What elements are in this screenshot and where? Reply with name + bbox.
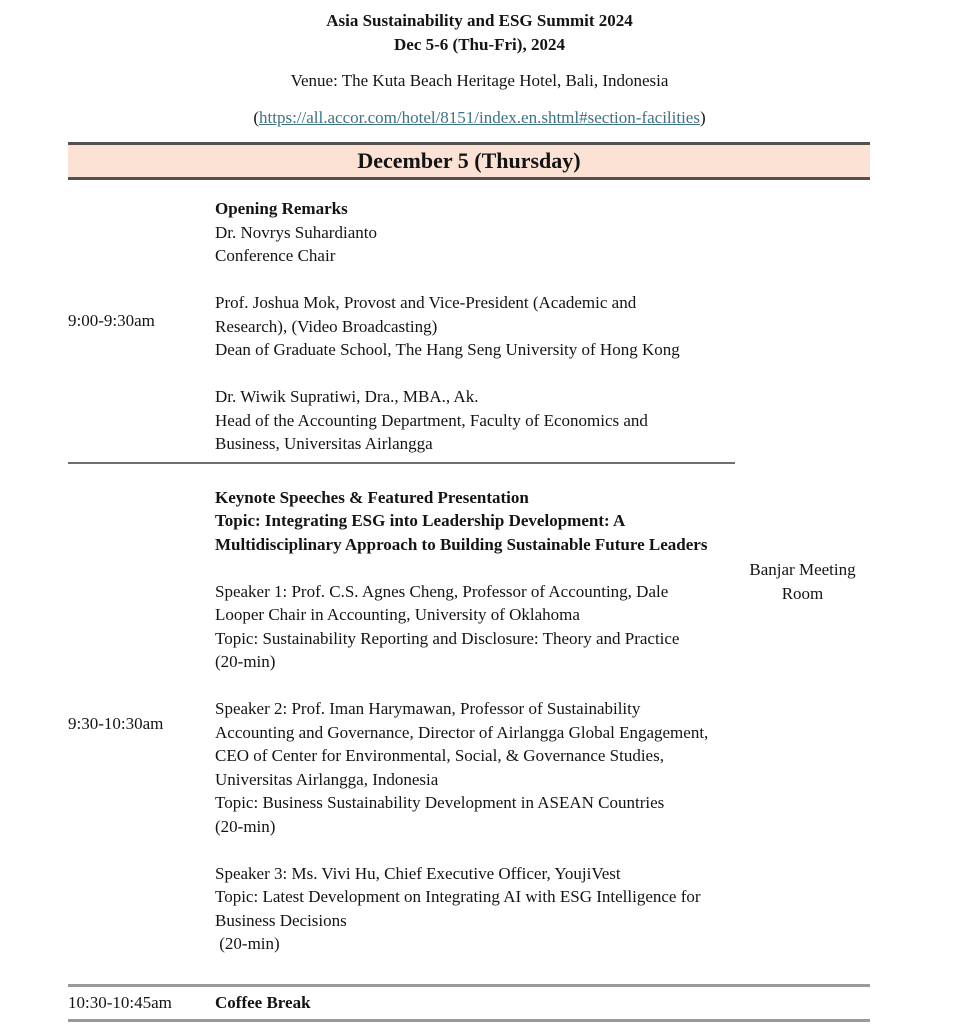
speaker-2-line: Topic: Business Sustainability Development in ASEAN Countries	[215, 793, 665, 812]
venue-link[interactable]: https://all.accor.com/hotel/8151/index.en.shtml#section-facilities	[259, 107, 700, 127]
speaker-1-line: Looper Chair in Accounting, University of Oklahoma	[215, 605, 580, 624]
session-2-title: Keynote Speeches & Featured Presentation	[215, 487, 529, 507]
session-2-topic: Topic: Integrating ESG into Leadership Development: A	[215, 511, 626, 530]
day-banner	[68, 142, 870, 180]
speaker-2-line: Speaker 2: Prof. Iman Harymawan, Professor of Sustainability	[215, 699, 641, 718]
session-1-line: Conference Chair	[215, 246, 336, 265]
session-3-details	[215, 987, 870, 1023]
agenda-table	[68, 180, 870, 1022]
speaker-2-line: (20-min)	[215, 816, 276, 836]
spacer-line	[215, 674, 735, 698]
speaker-2-line: Accounting and Governance, Director of Airlangga Global Engagement,	[215, 722, 709, 742]
session-1-line: Dean of Graduate School, The Hang Seng University of Hong Kong	[215, 340, 680, 359]
speaker-1-line: Speaker 1: Prof. C.S. Agnes Cheng, Professor of Accounting, Dale	[215, 581, 669, 601]
meeting-room-label: Banjar Meeting Room	[735, 180, 870, 987]
session-1-title: Opening Remarks	[215, 199, 348, 218]
speaker-3-line: Business Decisions	[215, 910, 347, 930]
session-3-time: 10:30-10:45am	[68, 987, 215, 1023]
speaker-3-line: Topic: Latest Development on Integrating AI with ESG Intelligence for	[215, 887, 701, 906]
session-2-details	[215, 464, 735, 987]
session-1-line: Prof. Joshua Mok, Provost and Vice-President (Academic and	[215, 293, 637, 312]
venue-link-line	[0, 106, 959, 130]
speaker-3-line: Speaker 3: Ms. Vivi Hu, Chief Executive Officer, YoujiVest	[215, 863, 621, 883]
speaker-2-line: CEO of Center for Environmental, Social, & Governance Studies,	[215, 746, 664, 765]
session-2-time: 9:30-10:30am	[68, 464, 215, 987]
speaker-1-line: Topic: Sustainability Reporting and Disclosure: Theory and Practice	[215, 628, 680, 648]
day-banner-title: December 5 (Thursday)	[357, 148, 581, 173]
session-1-details	[215, 180, 735, 464]
link-open-paren: (	[253, 107, 260, 127]
session-2-topic: Multidisciplinary Approach to Building Sustainable Future Leaders	[215, 534, 708, 554]
coffee-break-label: Coffee Break	[215, 992, 311, 1012]
speaker-2-line: Universitas Airlangga, Indonesia	[215, 769, 439, 789]
venue-line: Venue: The Kuta Beach Heritage Hotel, Bali, Indonesia	[290, 71, 669, 90]
speaker-1-line: (20-min)	[215, 652, 276, 671]
summit-title: Asia Sustainability and ESG Summit 2024	[326, 11, 633, 30]
summit-dates: Dec 5-6 (Thu-Fri), 2024	[394, 34, 565, 54]
spacer-line	[215, 556, 735, 580]
spacer-line	[215, 838, 735, 862]
spacer-line	[215, 268, 735, 292]
session-1-line: Dr. Novrys Suhardianto	[215, 222, 377, 242]
session-1-line: Research), (Video Broadcasting)	[215, 316, 438, 336]
session-1-line: Dr. Wiwik Supratiwi, Dra., MBA., Ak.	[215, 387, 479, 406]
spacer-line	[215, 362, 735, 386]
link-close-paren: )	[699, 107, 706, 127]
session-1-line: Business, Universitas Airlangga	[215, 434, 433, 453]
document-header	[0, 0, 959, 129]
speaker-3-line: (20-min)	[215, 934, 280, 953]
session-1-line: Head of the Accounting Department, Faculty of Economics and	[215, 410, 648, 430]
session-1-time: 9:00-9:30am	[68, 180, 215, 464]
